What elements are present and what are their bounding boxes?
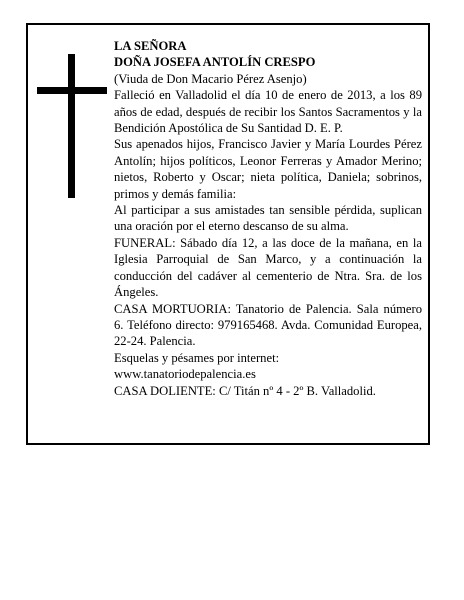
cross-horizontal-bar [37, 87, 107, 94]
paragraph-prayer-request: Al participar a sus amistades tan sensible pérdida, suplican una oración por el eterno descanso de su alma. [114, 203, 422, 234]
cross-vertical-bar [68, 54, 75, 198]
cross-icon [37, 54, 107, 198]
paragraph-death-announcement: Falleció en Valladolid el día 10 de enero de 2013, a los 89 años de edad, después de recibir los Santos Sacramentos y la Bendición Apostólica de Su Santidad D. E. P. [114, 88, 422, 136]
notice-title: LA SEÑORA [114, 39, 187, 53]
paragraph-family-home: CASA DOLIENTE: C/ Titán nº 4 - 2º B. Valladolid. [114, 383, 376, 398]
paragraph-online-condolences: Esquelas y pésames por internet: www.tanatoriodepalencia.es [114, 350, 280, 382]
obituary-text [114, 38, 422, 399]
notice-subtitle: (Viuda de Don Macario Pérez Asenjo) [114, 71, 307, 86]
paragraph-family: Sus apenados hijos, Francisco Javier y María Lourdes Pérez Antolín; hijos políticos, Leonor Ferreras y Amador Merino; nietos, Roberto y Oscar; nieta política, Daniela; sobrinos, primos y demás familia: [114, 137, 422, 201]
paragraph-funeral-home: CASA MORTUORIA: Tanatorio de Palencia. Sala número 6. Teléfono directo: 979165468. Avda. Comunidad Europea, 22-24. Palencia. [114, 301, 422, 349]
paragraph-funeral: FUNERAL: Sábado día 12, a las doce de la mañana, en la Iglesia Parroquial de San Marco, y a continuación la conducción del cadáver al cementerio de Ntra. Sra. de los Ángeles. [114, 235, 422, 300]
deceased-name: DOÑA JOSEFA ANTOLÍN CRESPO [114, 55, 316, 70]
